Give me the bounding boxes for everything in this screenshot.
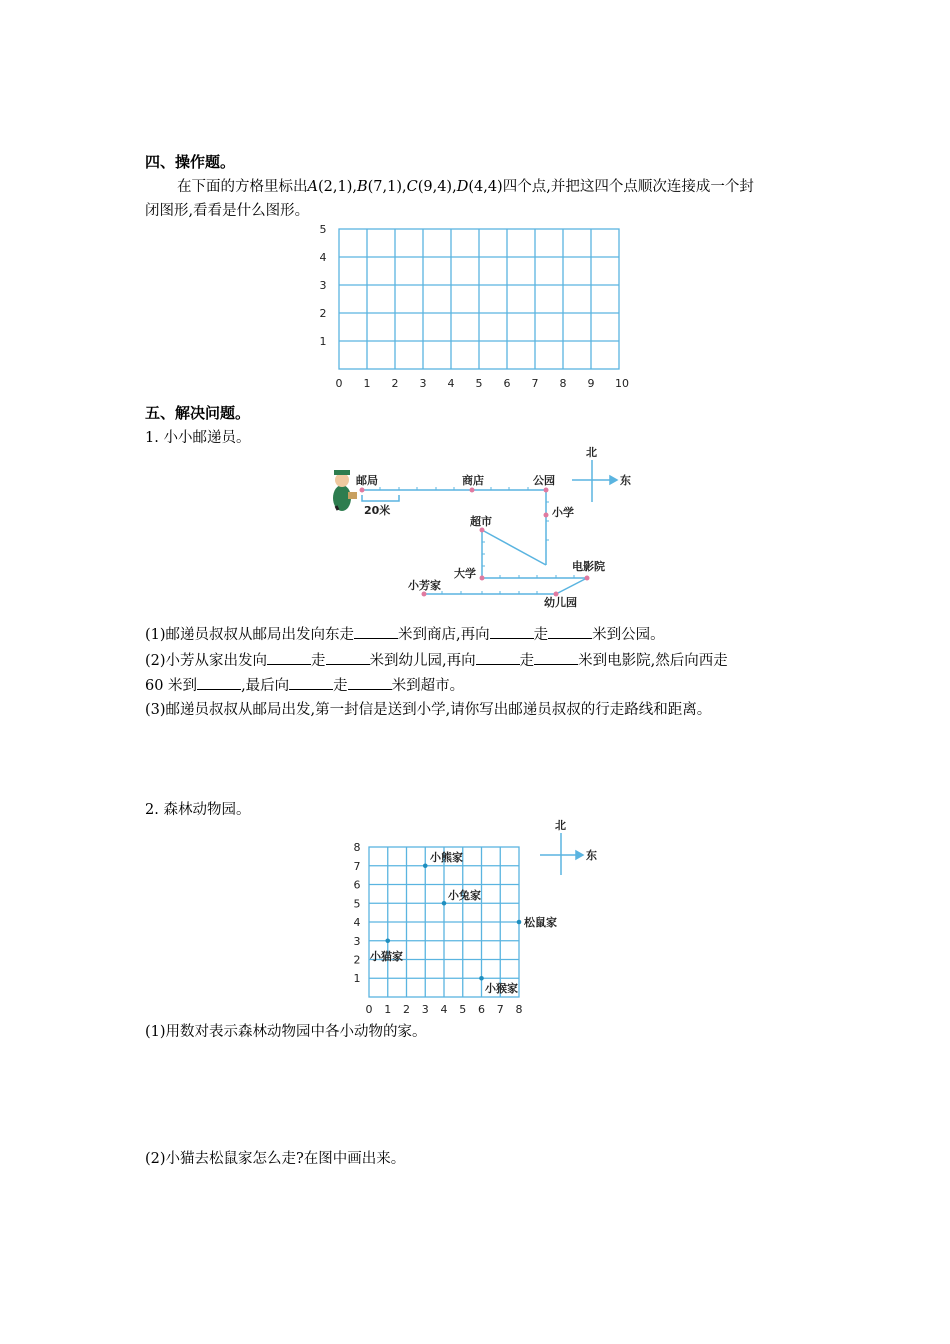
compass-east: 东 xyxy=(586,849,597,862)
x-tick: 6 xyxy=(478,1003,485,1016)
y-tick: 8 xyxy=(353,841,361,854)
x-tick: 3 xyxy=(421,1003,429,1016)
q2-part2: (2)小猫去松鼠家怎么走?在图中画出来。 xyxy=(145,1151,406,1167)
blank[interactable] xyxy=(548,624,592,639)
label-supermarket: 超市 xyxy=(470,515,492,528)
x-tick: 4 xyxy=(440,1003,448,1016)
x-tick-10: 10 xyxy=(615,377,629,390)
x-tick-9: 9 xyxy=(587,377,595,390)
q1-part2-line1: (2)小芳从家出发向 走 米到幼儿园,再向 走 米到电影院,然后向西走 xyxy=(145,650,728,671)
label-xiaofang-home: 小芳家 xyxy=(408,579,441,592)
section-4-heading: 四、操作题。 xyxy=(145,153,236,171)
y-tick-5: 5 xyxy=(319,223,327,236)
blank[interactable] xyxy=(348,675,392,690)
y-tick-1: 1 xyxy=(319,335,327,348)
blank[interactable] xyxy=(326,650,370,665)
section-4-intro-line2: 闭图形,看看是什么图形。 xyxy=(145,203,310,219)
compass-north: 北 xyxy=(555,819,566,832)
x-tick-1: 1 xyxy=(363,377,371,390)
y-tick: 2 xyxy=(353,953,361,967)
section-4-intro-line1: 在下面的方格里标出A(2,1),B(7,1),C(9,4),D(4,4)四个点,并把这四个点顺次连接成一个封 xyxy=(177,179,754,195)
blank[interactable] xyxy=(354,624,398,639)
y-tick: 1 xyxy=(353,972,361,985)
label-cat-home: 小猫家 xyxy=(370,950,403,963)
q1-part3: (3)邮递员叔叔从邮局出发,第一封信是送到小学,请你写出邮递员叔叔的行走路线和距离。 xyxy=(145,702,712,718)
blank[interactable] xyxy=(534,650,578,665)
x-tick: 1 xyxy=(384,1003,392,1016)
x-tick-5: 5 xyxy=(475,377,483,390)
x-tick: 8 xyxy=(515,1003,523,1016)
label-monkey-home: 小猴家 xyxy=(485,982,518,995)
compass-north: 北 xyxy=(586,446,597,459)
postman-figure xyxy=(333,470,357,511)
blank[interactable] xyxy=(476,650,520,665)
label-primary-school: 小学 xyxy=(552,506,574,519)
x-tick: 5 xyxy=(459,1003,467,1016)
x-tick: 2 xyxy=(403,1003,410,1016)
q2-title: 2. 森林动物园。 xyxy=(145,802,251,818)
postman-map xyxy=(320,440,640,615)
zoo-map[interactable] xyxy=(340,815,630,1020)
x-tick-0: 0 xyxy=(335,377,343,390)
q1-part1: (1)邮递员叔叔从邮局出发向东走 米到商店,再向 走 米到公园。 xyxy=(145,624,665,645)
y-tick: 7 xyxy=(353,859,361,873)
label-store: 商店 xyxy=(462,474,484,487)
y-tick: 3 xyxy=(353,934,361,948)
y-tick-2: 2 xyxy=(319,307,327,320)
q2-part1: (1)用数对表示森林动物园中各小动物的家。 xyxy=(145,1024,427,1040)
label-rabbit-home: 小兔家 xyxy=(448,889,481,902)
x-tick: 0 xyxy=(365,1003,373,1016)
blank[interactable] xyxy=(197,675,241,690)
x-tick-7: 7 xyxy=(531,377,539,390)
q1-part2-line2: 60 米到 ,最后向 走 米到超市。 xyxy=(145,675,464,696)
y-tick-4: 4 xyxy=(319,251,327,264)
blank[interactable] xyxy=(289,675,333,690)
y-tick-3: 3 xyxy=(319,279,327,292)
compass-east: 东 xyxy=(620,474,631,487)
label-kindergarten: 幼儿园 xyxy=(544,596,577,609)
label-cinema: 电影院 xyxy=(572,560,605,573)
label-bear-home: 小熊家 xyxy=(430,851,463,864)
x-tick-6: 6 xyxy=(503,377,511,390)
blank[interactable] xyxy=(490,624,534,639)
y-tick: 5 xyxy=(353,897,361,911)
label-university: 大学 xyxy=(454,567,476,580)
y-tick: 6 xyxy=(353,878,361,892)
q1-title: 1. 小小邮递员。 xyxy=(145,430,251,446)
label-post-office: 邮局 xyxy=(356,474,378,487)
coordinate-grid-1[interactable] xyxy=(310,220,640,395)
x-tick: 7 xyxy=(496,1003,504,1016)
blank[interactable] xyxy=(267,650,311,665)
label-scale: 20米 xyxy=(364,504,391,517)
y-tick: 4 xyxy=(353,916,361,929)
label-park: 公园 xyxy=(533,474,555,487)
x-tick-2: 2 xyxy=(391,377,399,390)
section-5-heading: 五、解决问题。 xyxy=(145,404,251,422)
x-tick-4: 4 xyxy=(447,377,455,390)
x-tick-3: 3 xyxy=(419,377,427,390)
x-tick-8: 8 xyxy=(559,377,567,390)
label-squirrel-home: 松鼠家 xyxy=(524,916,557,929)
